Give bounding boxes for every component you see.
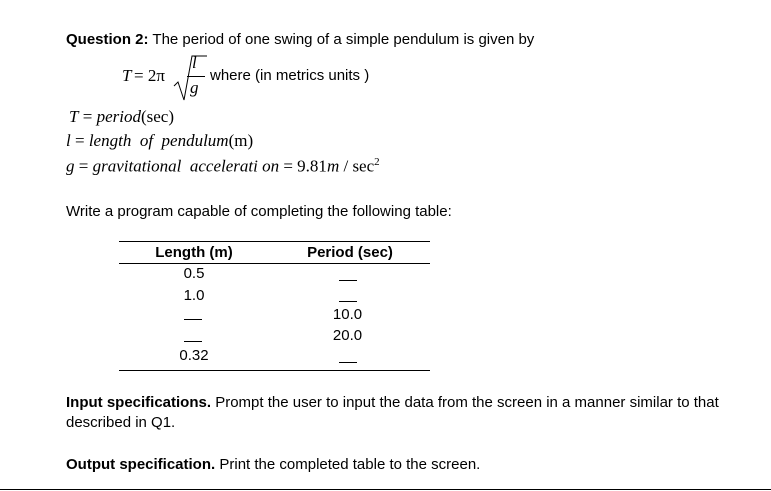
- output-spec-label: Output specification.: [66, 456, 216, 473]
- period-blank: [339, 362, 357, 363]
- period-cell: 20.0: [332, 327, 363, 344]
- fraction-bar: [187, 76, 205, 77]
- input-spec: Input specifications. Prompt the user to input the data from the screen in a manner similar to that: [66, 394, 719, 411]
- length-cell: 0.32: [179, 347, 209, 364]
- formula-numerator: l: [192, 53, 197, 72]
- period-blank: [339, 280, 357, 281]
- period-blank: [339, 301, 357, 302]
- question-intro: The period of one swing of a simple pendulum is given by: [152, 31, 535, 48]
- formula-denominator: g: [190, 78, 199, 97]
- page-bottom-rule: [0, 489, 771, 490]
- length-cell: 0.5: [183, 265, 205, 282]
- table-bottom-rule: [119, 370, 430, 371]
- table-header-rule: [119, 263, 430, 264]
- length-blank: [184, 319, 202, 320]
- formula-lhs: T: [122, 66, 132, 85]
- question-heading: [66, 31, 534, 48]
- length-cell: 1.0: [183, 287, 205, 304]
- input-spec-label: Input specifications.: [66, 394, 212, 411]
- period-cell: 10.0: [332, 306, 363, 323]
- instruction-text: Write a program capable of completing the following table:: [66, 203, 452, 220]
- question-label: Question 2:: [66, 31, 149, 48]
- input-spec-line2: described in Q1.: [66, 414, 176, 431]
- header-period: Period (sec): [307, 244, 393, 261]
- formula-2pi: = 2π: [134, 66, 165, 85]
- output-spec: Output specification. Print the completed table to the screen.: [66, 456, 481, 473]
- header-length: Length (m): [155, 244, 233, 261]
- formula-note: where (in metrics units ): [210, 67, 370, 84]
- table-top-rule: [119, 241, 430, 242]
- definition-gravity: g = gravitational accelerati on = $9.81m / \sec^2$: [66, 156, 380, 176]
- definition-length: l = length of pendulum(m): [66, 131, 254, 150]
- length-blank: [184, 341, 202, 342]
- definition-period: T = period(sec): [69, 107, 174, 126]
